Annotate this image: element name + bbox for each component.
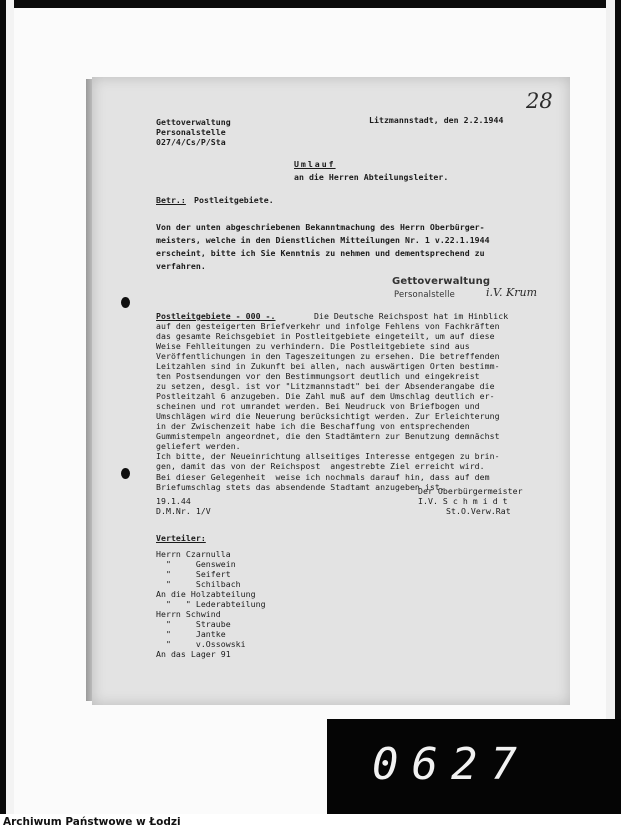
verteiler-line: Herrn Schwind bbox=[156, 609, 221, 619]
verteiler-line: " Jantke bbox=[156, 629, 226, 639]
body-line: Weise Fehlleitungen zu verhindern. Die Postleitgebiete sind aus bbox=[156, 341, 470, 351]
reference-date: 19.1.44 bbox=[156, 496, 191, 506]
intro-line: meisters, welche in den Dienstlichen Mitteilungen Nr. 1 v.22.1.1944 bbox=[156, 235, 490, 245]
body-line: Ich bitte, der Neueinrichtung allseitiges Interesse entgegen zu brin- bbox=[156, 451, 500, 461]
frame-number: 0627 bbox=[372, 739, 530, 790]
signatory-line-1: Der Oberbürgermeister bbox=[418, 486, 523, 496]
body-line: ten Postsendungen vor den Bestimmungsort deutlich und eingekreist bbox=[156, 371, 480, 381]
body-line: scheinen und rot umrandet werden. Bei Neudruck von Briefbogen und bbox=[156, 401, 480, 411]
verteiler-line: " Genswein bbox=[156, 559, 236, 569]
verteiler-line: " Seifert bbox=[156, 569, 231, 579]
body-line: in der Zwischenzeit habe ich die Beschaffung von entsprechenden bbox=[156, 421, 470, 431]
place-date: Litzmannstadt, den 2.2.1944 bbox=[369, 115, 504, 125]
verteiler-line: An das Lager 91 bbox=[156, 649, 231, 659]
film-right-edge bbox=[606, 0, 621, 814]
signatory-line-3: St.O.Verw.Rat bbox=[446, 506, 511, 516]
punch-hole-top bbox=[121, 297, 130, 308]
stamp-line-1: Gettoverwaltung bbox=[392, 276, 491, 287]
body-line: Gummistempeln angeordnet, die den Stadtämtern zur Benutzung demnächst bbox=[156, 431, 500, 441]
body-line: Postleitzahl 6 anzugeben. Die Zahl muß auf dem Umschlag deutlich er- bbox=[156, 391, 495, 401]
body-line: Veröffentlichungen in den Tageszeitungen zu ersehen. Die betreffenden bbox=[156, 351, 500, 361]
film-top-edge bbox=[0, 0, 621, 8]
body-line: Briefumschlag stets das absendende Stadtamt anzugeben ist. bbox=[156, 482, 445, 492]
verteiler-label: Verteiler: bbox=[156, 533, 206, 543]
body-line: zu setzen, desgl. ist vor "Litzmannstadt" bei der Absenderangabe die bbox=[156, 381, 495, 391]
letterhead-line-3: 027/4/Cs/P/Sta bbox=[156, 137, 226, 147]
verteiler-line: " " Lederabteilung bbox=[156, 599, 266, 609]
body-line: auf den gesteigerten Briefverkehr und infolge Fehlens von Fachkräften bbox=[156, 321, 500, 331]
intro-line: erscheint, bitte ich Sie Kenntnis zu nehmen und dementsprechend zu bbox=[156, 248, 485, 258]
page-marker: 28 bbox=[526, 89, 553, 113]
betr-label: Betr.: bbox=[156, 195, 186, 205]
verteiler-line: " v.Ossowski bbox=[156, 639, 246, 649]
betr-text: Postleitgebiete. bbox=[194, 195, 274, 205]
signatory-line-2: I.V. S c h m i d t bbox=[418, 496, 508, 506]
umlauf-subtitle: an die Herren Abteilungsleiter. bbox=[294, 172, 449, 182]
body-line: Die Deutsche Reichspost hat im Hinblick bbox=[309, 311, 509, 321]
verteiler-line: Herrn Czarnulla bbox=[156, 549, 231, 559]
letterhead-line-2: Personalstelle bbox=[156, 127, 226, 137]
film-left-edge bbox=[0, 0, 14, 814]
umlauf-title: Umlauf bbox=[294, 159, 336, 169]
body-line: das gesamte Reichsgebiet in Postleitgebiete eingeteilt, um auf diese bbox=[156, 331, 495, 341]
letterhead-line-1: Gettoverwaltung bbox=[156, 117, 231, 127]
handwritten-signature: i.V. Krum bbox=[486, 286, 538, 299]
punch-hole-bottom bbox=[121, 468, 130, 479]
reference-code: D.M.Nr. 1/V bbox=[156, 506, 211, 516]
intro-line: verfahren. bbox=[156, 261, 206, 271]
body-line: gen, damit das von der Reichspost angestrebte Ziel erreicht wird. bbox=[156, 461, 485, 471]
body-line: geliefert werden. bbox=[156, 441, 241, 451]
body-line: Umschlägen wird die Neuerung berücksichtigt werden. Zur Erleichterung bbox=[156, 411, 500, 421]
stamp-line-2: Personalstelle bbox=[394, 289, 456, 299]
body-heading: Postleitgebiete - 000 -. bbox=[156, 311, 276, 321]
archive-label: Archiwum Państwowe w Łodzi bbox=[3, 816, 181, 828]
verteiler-line: An die Holzabteilung bbox=[156, 589, 256, 599]
intro-line: Von der unten abgeschriebenen Bekanntmachung des Herrn Oberbürger- bbox=[156, 222, 485, 232]
verteiler-line: " Straube bbox=[156, 619, 231, 629]
body-line: Bei dieser Gelegenheit weise ich nochmals darauf hin, dass auf dem bbox=[156, 472, 490, 482]
verteiler-line: " Schilbach bbox=[156, 579, 241, 589]
body-line: Leitzahlen sind in Zukunft bei allen, nach auswärtigen Orten bestimm- bbox=[156, 361, 500, 371]
